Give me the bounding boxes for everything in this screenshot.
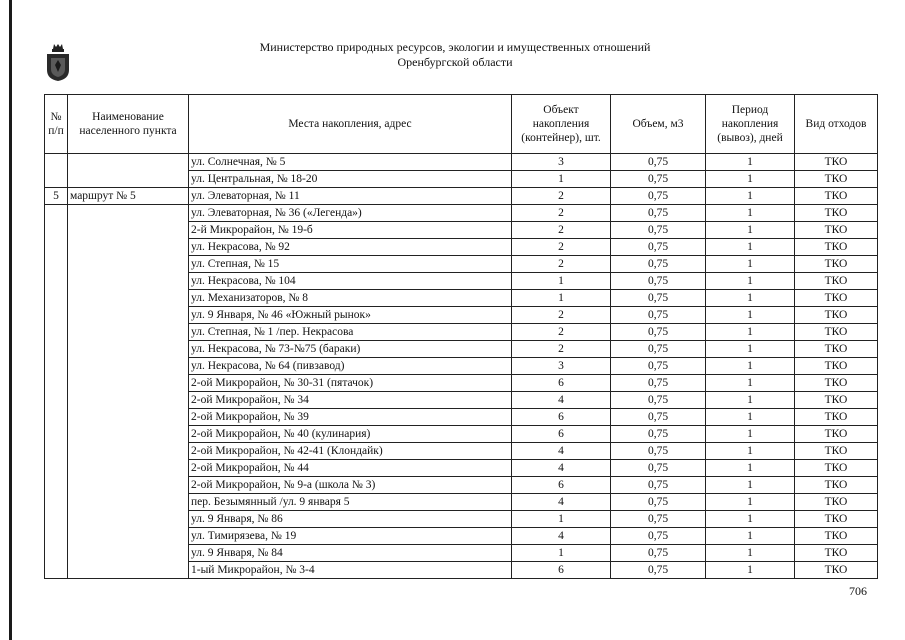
header-region: Оренбургской области [397, 55, 513, 69]
address-cell: ул. 9 Января, № 84 [189, 545, 512, 562]
address-cell: 2-ой Микрорайон, № 40 (кулинария) [189, 426, 512, 443]
volume-cell: 0,75 [611, 460, 706, 477]
containers-cell: 2 [512, 188, 611, 205]
period-cell: 1 [706, 239, 795, 256]
containers-cell: 6 [512, 375, 611, 392]
period-cell: 1 [706, 222, 795, 239]
waste-type-cell: ТКО [795, 205, 878, 222]
address-cell: 2-й Микрорайон, № 19-б [189, 222, 512, 239]
containers-cell: 2 [512, 307, 611, 324]
table-header-row [45, 95, 878, 154]
waste-type-cell: ТКО [795, 358, 878, 375]
waste-type-cell: ТКО [795, 375, 878, 392]
waste-type-cell: ТКО [795, 239, 878, 256]
volume-cell: 0,75 [611, 443, 706, 460]
volume-cell: 0,75 [611, 409, 706, 426]
address-cell: ул. Тимирязева, № 19 [189, 528, 512, 545]
orenburg-coat-of-arms-icon [45, 42, 71, 82]
volume-cell: 0,75 [611, 239, 706, 256]
period-cell: 1 [706, 528, 795, 545]
volume-cell: 0,75 [611, 324, 706, 341]
address-cell: ул. Некрасова, № 92 [189, 239, 512, 256]
table-row [45, 154, 878, 171]
header-num: № п/п [45, 95, 68, 154]
waste-type-cell: ТКО [795, 443, 878, 460]
volume-cell: 0,75 [611, 358, 706, 375]
volume-cell: 0,75 [611, 290, 706, 307]
volume-cell: 0,75 [611, 188, 706, 205]
period-cell: 1 [706, 341, 795, 358]
waste-type-cell: ТКО [795, 460, 878, 477]
period-cell: 1 [706, 154, 795, 171]
period-cell: 1 [706, 494, 795, 511]
period-cell: 1 [706, 307, 795, 324]
volume-cell: 0,75 [611, 511, 706, 528]
volume-cell: 0,75 [611, 375, 706, 392]
waste-type-cell: ТКО [795, 307, 878, 324]
header-volume: Объем, м3 [611, 95, 706, 154]
waste-sites-table [44, 94, 878, 579]
containers-cell: 4 [512, 443, 611, 460]
num-cell [45, 205, 68, 579]
containers-cell: 1 [512, 545, 611, 562]
containers-cell: 2 [512, 239, 611, 256]
period-cell: 1 [706, 392, 795, 409]
address-cell: 2-ой Микрорайон, № 39 [189, 409, 512, 426]
settlement-cell [68, 154, 189, 188]
period-cell: 1 [706, 460, 795, 477]
address-cell: пер. Безымянный /ул. 9 января 5 [189, 494, 512, 511]
address-cell: 2-ой Микрорайон, № 42-41 (Клондайк) [189, 443, 512, 460]
volume-cell: 0,75 [611, 392, 706, 409]
table-row [45, 188, 878, 205]
waste-type-cell: ТКО [795, 494, 878, 511]
settlement-cell [68, 205, 189, 579]
waste-type-cell: ТКО [795, 392, 878, 409]
period-cell: 1 [706, 477, 795, 494]
volume-cell: 0,75 [611, 494, 706, 511]
address-cell: ул. 9 Января, № 86 [189, 511, 512, 528]
waste-type-cell: ТКО [795, 273, 878, 290]
table-body [45, 154, 878, 579]
address-cell: ул. Степная, № 1 /пер. Некрасова [189, 324, 512, 341]
table-row [45, 205, 878, 222]
address-cell: ул. Некрасова, № 104 [189, 273, 512, 290]
volume-cell: 0,75 [611, 273, 706, 290]
period-cell: 1 [706, 409, 795, 426]
waste-type-cell: ТКО [795, 256, 878, 273]
period-cell: 1 [706, 375, 795, 392]
volume-cell: 0,75 [611, 256, 706, 273]
period-cell: 1 [706, 511, 795, 528]
document-header [130, 40, 780, 70]
period-cell: 1 [706, 443, 795, 460]
period-cell: 1 [706, 358, 795, 375]
waste-type-cell: ТКО [795, 545, 878, 562]
containers-cell: 3 [512, 358, 611, 375]
header-containers: Объект накопления (контейнер), шт. [512, 95, 611, 154]
address-cell: ул. Степная, № 15 [189, 256, 512, 273]
volume-cell: 0,75 [611, 307, 706, 324]
waste-type-cell: ТКО [795, 222, 878, 239]
address-cell: 2-ой Микрорайон, № 9-а (школа № 3) [189, 477, 512, 494]
waste-type-cell: ТКО [795, 511, 878, 528]
volume-cell: 0,75 [611, 528, 706, 545]
waste-type-cell: ТКО [795, 409, 878, 426]
volume-cell: 0,75 [611, 545, 706, 562]
volume-cell: 0,75 [611, 562, 706, 579]
volume-cell: 0,75 [611, 171, 706, 188]
containers-cell: 6 [512, 426, 611, 443]
containers-cell: 1 [512, 171, 611, 188]
waste-type-cell: ТКО [795, 324, 878, 341]
header-settlement: Наименование населенного пункта [68, 95, 189, 154]
waste-type-cell: ТКО [795, 426, 878, 443]
address-cell: 1-ый Микрорайон, № 3-4 [189, 562, 512, 579]
volume-cell: 0,75 [611, 426, 706, 443]
address-cell: ул. Центральная, № 18-20 [189, 171, 512, 188]
address-cell: ул. Некрасова, № 64 (пивзавод) [189, 358, 512, 375]
header-period: Период накопления (вывоз), дней [706, 95, 795, 154]
address-cell: 2-ой Микрорайон, № 44 [189, 460, 512, 477]
period-cell: 1 [706, 188, 795, 205]
address-cell: 2-ой Микрорайон, № 34 [189, 392, 512, 409]
period-cell: 1 [706, 171, 795, 188]
period-cell: 1 [706, 545, 795, 562]
containers-cell: 2 [512, 205, 611, 222]
period-cell: 1 [706, 205, 795, 222]
containers-cell: 1 [512, 511, 611, 528]
header-address: Места накопления, адрес [189, 95, 512, 154]
containers-cell: 2 [512, 341, 611, 358]
containers-cell: 2 [512, 222, 611, 239]
address-cell: ул. Некрасова, № 73-№75 (бараки) [189, 341, 512, 358]
header-ministry: Министерство природных ресурсов, экологии и имущественных отношений [259, 40, 651, 54]
volume-cell: 0,75 [611, 477, 706, 494]
waste-type-cell: ТКО [795, 188, 878, 205]
address-cell: ул. Солнечная, № 5 [189, 154, 512, 171]
waste-type-cell: ТКО [795, 341, 878, 358]
containers-cell: 1 [512, 290, 611, 307]
containers-cell: 2 [512, 324, 611, 341]
containers-cell: 4 [512, 460, 611, 477]
period-cell: 1 [706, 256, 795, 273]
page-number: 706 [849, 584, 867, 598]
waste-type-cell: ТКО [795, 477, 878, 494]
volume-cell: 0,75 [611, 154, 706, 171]
containers-cell: 2 [512, 256, 611, 273]
scan-edge-line [9, 0, 12, 640]
containers-cell: 6 [512, 477, 611, 494]
containers-cell: 6 [512, 409, 611, 426]
address-cell: 2-ой Микрорайон, № 30-31 (пятачок) [189, 375, 512, 392]
containers-cell: 4 [512, 392, 611, 409]
containers-cell: 6 [512, 562, 611, 579]
volume-cell: 0,75 [611, 205, 706, 222]
address-cell: ул. Механизаторов, № 8 [189, 290, 512, 307]
containers-cell: 1 [512, 273, 611, 290]
volume-cell: 0,75 [611, 341, 706, 358]
containers-cell: 4 [512, 528, 611, 545]
period-cell: 1 [706, 562, 795, 579]
containers-cell: 3 [512, 154, 611, 171]
period-cell: 1 [706, 426, 795, 443]
period-cell: 1 [706, 273, 795, 290]
address-cell: ул. Элеваторная, № 36 («Легенда») [189, 205, 512, 222]
waste-type-cell: ТКО [795, 528, 878, 545]
settlement-cell: маршрут № 5 [68, 188, 189, 205]
containers-cell: 4 [512, 494, 611, 511]
waste-type-cell: ТКО [795, 171, 878, 188]
waste-type-cell: ТКО [795, 562, 878, 579]
volume-cell: 0,75 [611, 222, 706, 239]
waste-type-cell: ТКО [795, 290, 878, 307]
period-cell: 1 [706, 290, 795, 307]
num-cell [45, 154, 68, 188]
header-waste-type: Вид отходов [795, 95, 878, 154]
num-cell: 5 [45, 188, 68, 205]
address-cell: ул. 9 Января, № 46 «Южный рынок» [189, 307, 512, 324]
period-cell: 1 [706, 324, 795, 341]
address-cell: ул. Элеваторная, № 11 [189, 188, 512, 205]
waste-type-cell: ТКО [795, 154, 878, 171]
